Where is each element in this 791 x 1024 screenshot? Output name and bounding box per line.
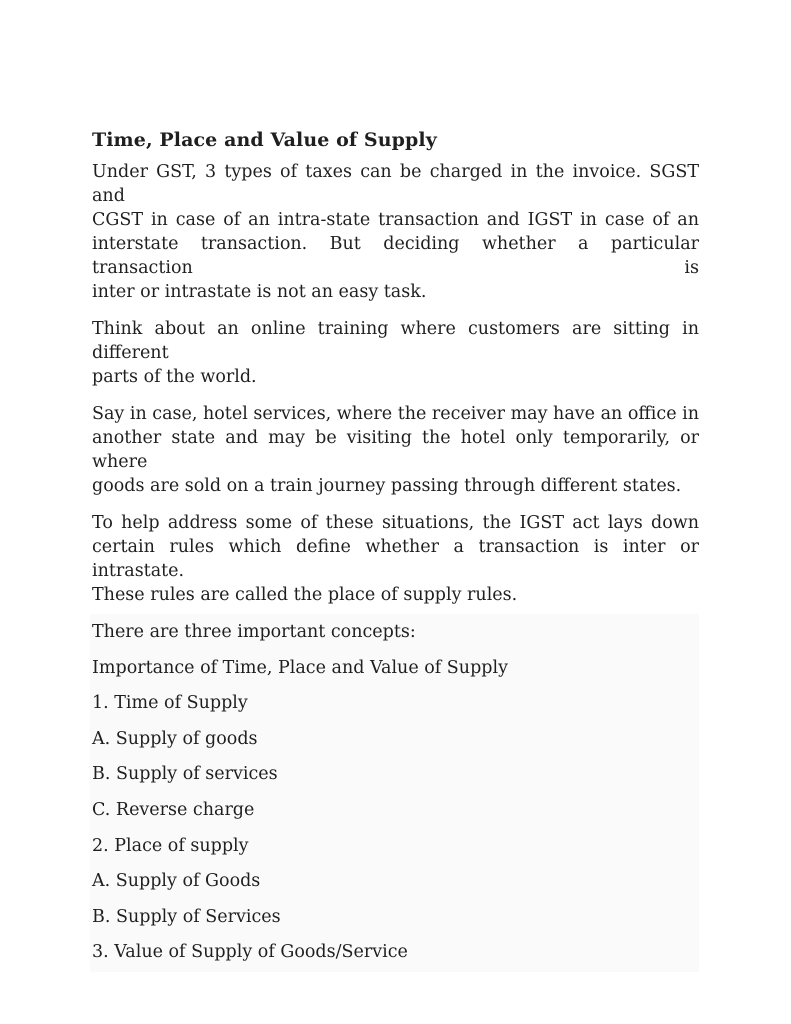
paragraph-line: Say in case, hotel services, where the receiver may have an office in [92,404,699,424]
concepts-box [90,614,699,972]
paragraph-line: parts of the world. [92,367,257,387]
concept-line: C. Reverse charge [92,799,255,820]
concept-line: There are three important concepts: [92,622,416,642]
paragraph-line: Under GST, 3 types of taxes can be charged in the invoice. SGST and [92,162,699,206]
page-title: Time, Place and Value of Supply [92,129,437,151]
concept-line: A. Supply of Goods [92,871,261,892]
paragraph [92,317,699,389]
concept-line: 3. Value of Supply of Goods/Service [92,942,408,963]
paragraph-line: CGST in case of an intra-state transaction and IGST in case of an [92,210,699,230]
paragraph [92,160,699,304]
concept-line: Importance of Time, Place and Value of Supply [92,657,508,678]
document-content [92,128,699,972]
paragraph-line: certain rules which define whether a transaction is inter or intrastate. [92,537,699,581]
paragraph-line: interstate transaction. But deciding whether a particular transaction is [92,234,699,278]
body-paragraphs [92,160,699,607]
concept-line: A. Supply of goods [92,728,258,749]
paragraph-line: inter or intrastate is not an easy task. [92,282,427,302]
concept-line: 1. Time of Supply [92,693,248,714]
paragraph-line: another state and may be visiting the hotel only temporarily, or where [92,428,699,472]
paragraph-line: goods are sold on a train journey passing through different states. [92,476,682,496]
concept-line: 2. Place of supply [92,835,249,856]
concept-line: B. Supply of Services [92,906,281,927]
concept-line: B. Supply of services [92,764,278,785]
paragraph-line: Think about an online training where customers are sitting in different [92,319,699,363]
paragraph-line: These rules are called the place of supply rules. [92,585,518,605]
paragraph [92,402,699,498]
paragraph [92,511,699,607]
paragraph-line: To help address some of these situations, the IGST act lays down [92,513,699,533]
